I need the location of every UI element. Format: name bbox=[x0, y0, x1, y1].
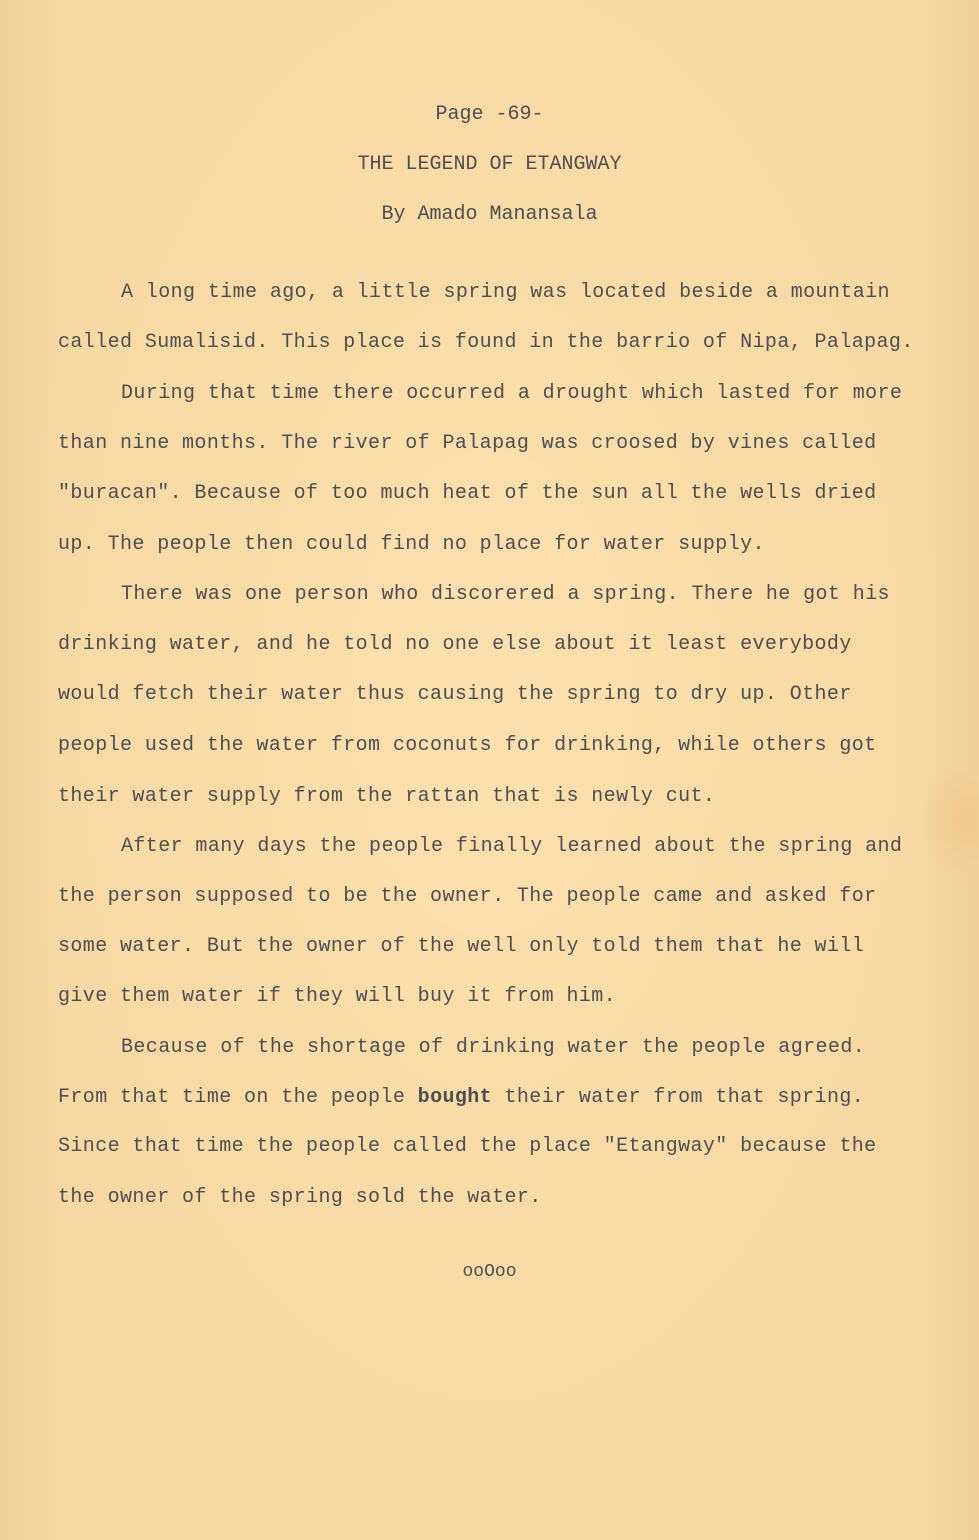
text-line: drinking water, and he told no one else about it least everybody bbox=[58, 633, 852, 656]
text-line: up. The people then could find no place for water supply. bbox=[58, 533, 765, 556]
paper-stain bbox=[919, 760, 979, 880]
end-ornament: ooOoo bbox=[462, 1262, 517, 1282]
text-line: Because of the shortage of drinking water the people agreed. bbox=[121, 1036, 866, 1059]
document-title: THE LEGEND OF ETANGWAY bbox=[357, 153, 622, 176]
text-line: called Sumalisid. This place is found in the barrio of Nipa, Palapag. bbox=[58, 331, 914, 354]
text-line: the owner of the spring sold the water. bbox=[58, 1186, 542, 1209]
text-segment: From that time on the people bbox=[58, 1086, 418, 1109]
text-line: "buracan". Because of too much heat of the sun all the wells dried bbox=[58, 482, 877, 505]
text-line: would fetch their water thus causing the spring to dry up. Other bbox=[58, 683, 852, 706]
bold-word: bought bbox=[417, 1086, 493, 1109]
text-line: There was one person who discorered a spring. There he got his bbox=[121, 583, 890, 606]
text-line: some water. But the owner of the well only told them that he will bbox=[58, 935, 865, 958]
text-segment: their water from that spring. bbox=[492, 1086, 865, 1109]
text-line: After many days the people finally learned about the spring and bbox=[121, 835, 903, 858]
text-line: people used the water from coconuts for drinking, while others got bbox=[58, 734, 877, 757]
page-number: Page -69- bbox=[435, 103, 544, 126]
text-line: Since that time the people called the place "Etangway" because the bbox=[58, 1135, 877, 1158]
author-byline: By Amado Manansala bbox=[381, 203, 598, 226]
text-line: than nine months. The river of Palapag was croosed by vines called bbox=[58, 432, 877, 455]
text-line: their water supply from the rattan that is newly cut. bbox=[58, 785, 716, 808]
text-line: the person supposed to be the owner. The people came and asked for bbox=[58, 885, 877, 908]
text-line: During that time there occurred a drought which lasted for more bbox=[121, 382, 903, 405]
text-line: A long time ago, a little spring was located beside a mountain bbox=[121, 281, 890, 304]
text-line: give them water if they will buy it from him. bbox=[58, 985, 617, 1008]
text-line-bought bbox=[58, 1086, 864, 1109]
